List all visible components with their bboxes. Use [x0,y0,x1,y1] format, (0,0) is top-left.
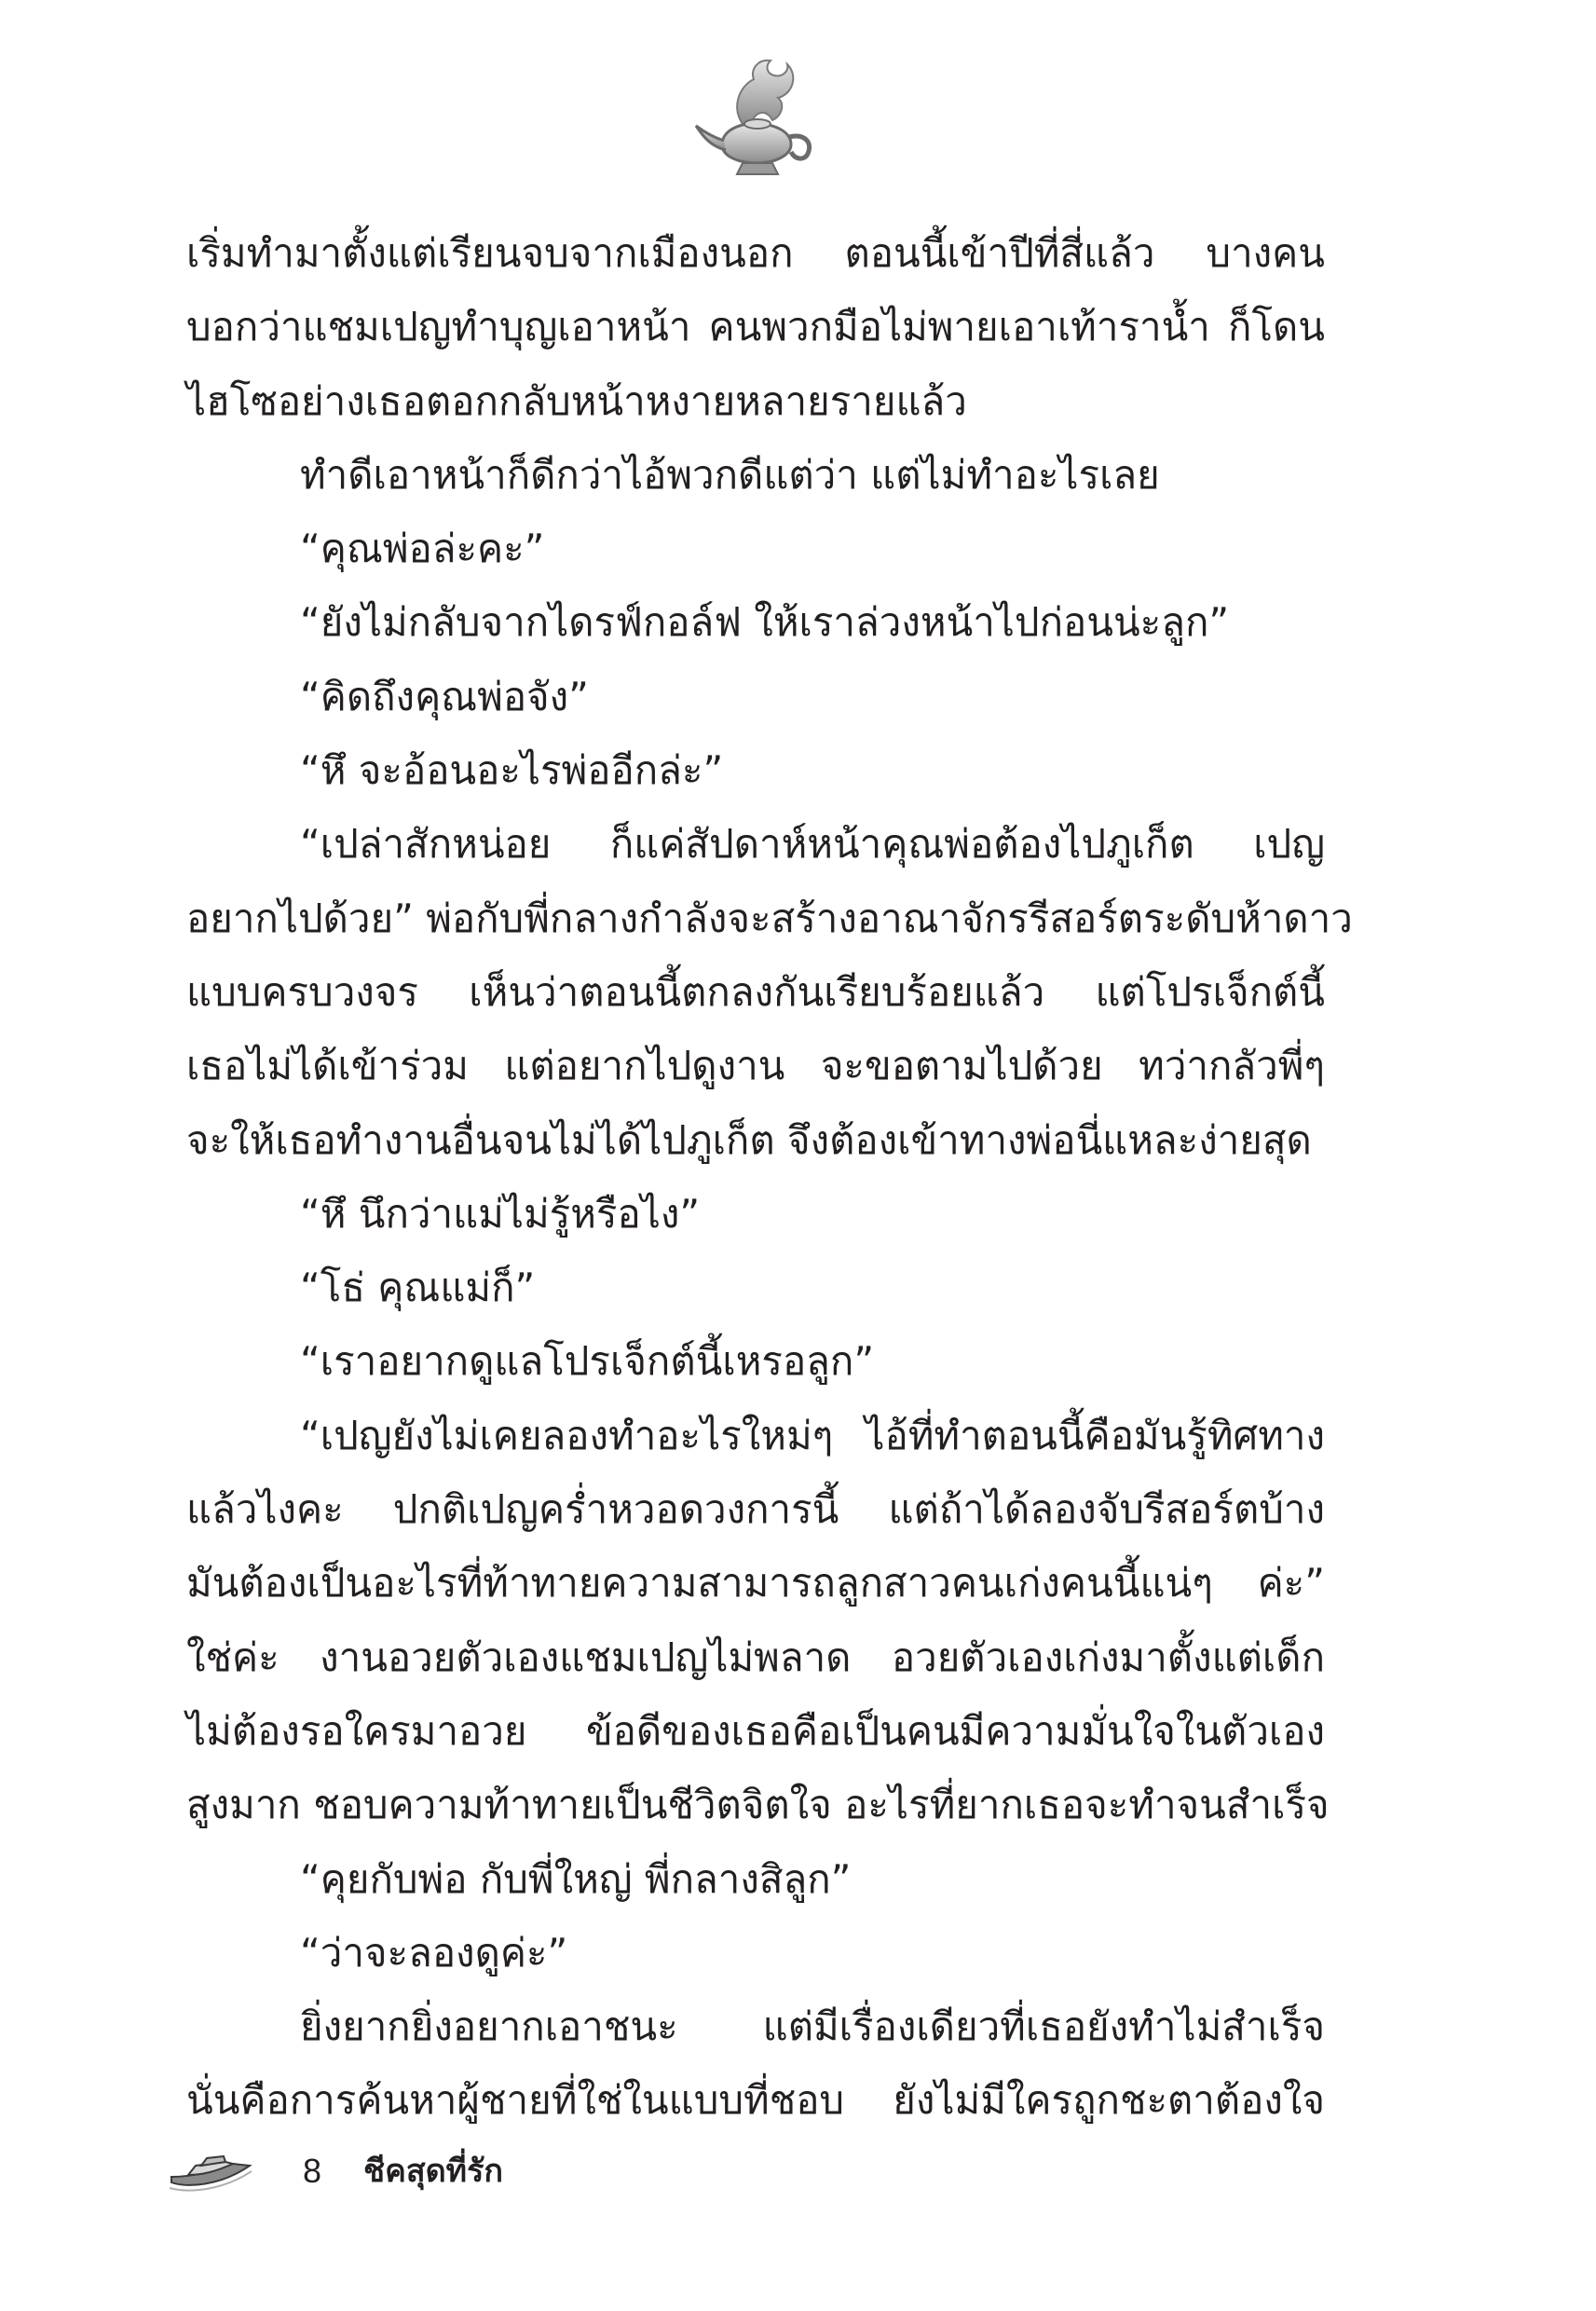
genie-lamp-icon [685,51,825,191]
dialogue-line: “หึ จะอ้อนอะไรพ่ออีกล่ะ” [300,747,724,794]
dialogue-line: “ว่าจะลองดูค่ะ” [300,1929,568,1976]
dialogue-line: “เราอยากดูแลโปรเจ็กต์นี้เหรอลูก” [300,1338,875,1385]
paragraph-line: ทำดีเอาหน้าก็ดีกว่าไอ้พวกดีแต่ว่า แต่ไม่ทำอะไรเลย [300,451,1160,498]
page-number: 8 [303,2152,322,2190]
dialogue-line: “คิดถึงคุณพ่อจัง” [300,673,589,719]
paragraph-line: “เปล่าสักหน่อย ก็แค่สัปดาห์หน้าคุณพ่อต้องไปภูเก็ต เปญ [300,821,1325,868]
paragraph-line: แบบครบวงจร เห็นว่าตอนนี้ตกลงกันเรียบร้อยแล้ว แต่โปรเจ็กต์นี้ [186,968,1325,1015]
page-footer [168,2143,727,2199]
dialogue-line: “หึ นึกว่าแม่ไม่รู้หรือไง” [300,1190,701,1237]
paragraph-line: ยิ่งยากยิ่งอยากเอาชนะ แต่มีเรื่องเดียวที่เธอยังทำไม่สำเร็จ [300,2003,1325,2050]
dialogue-line: “คุณพ่อล่ะคะ” [300,526,545,572]
paragraph-line: “เปญยังไม่เคยลองทำอะไรใหม่ๆ ไอ้ที่ทำตอนนี้คือมันรู้ทิศทาง [300,1412,1325,1458]
dialogue-line: “โธ่ คุณแม่ก็” [300,1265,536,1311]
body-text [186,216,1353,2138]
paragraph-line: แล้วไงคะ ปกติเปญคร่ำหวอดวงการนี้ แต่ถ้าได้ลองจับรีสอร์ตบ้าง [186,1486,1325,1533]
dialogue-line: “คุยกับพ่อ กับพี่ใหญ่ พี่กลางสิลูก” [300,1855,852,1902]
paragraph-line: เริ่มทำมาตั้งแต่เรียนจบจากเมืองนอก ตอนนี้เข้าปีที่สี่แล้ว บางคน [186,230,1325,276]
yacht-icon [168,2145,253,2195]
paragraph-line: มันต้องเป็นอะไรที่ท้าทายความสามารถลูกสาวคนเก่งคนนี้แน่ๆ ค่ะ” [186,1560,1325,1607]
paragraph-line: ใช่ค่ะ งานอวยตัวเองแชมเปญไม่พลาด อวยตัวเองเก่งมาตั้งแต่เด็ก [186,1634,1325,1680]
paragraph-line: เธอไม่ได้เข้าร่วม แต่อยากไปดูงาน จะขอตามไปด้วย ทว่ากลัวพี่ๆ [186,1043,1325,1089]
book-title: ชีคสุดที่รัก [363,2153,503,2190]
paragraph-line: ไฮโซอย่างเธอตอกกลับหน้าหงายหลายรายแล้ว [186,377,967,424]
dialogue-line: “ยังไม่กลับจากไดรฟ์กอล์ฟ ให้เราล่วงหน้าไปก่อนน่ะลูก” [300,599,1230,646]
paragraph-line: ไม่ต้องรอใครมาอวย ข้อดีของเธอคือเป็นคนมีความมั่นใจในตัวเอง [186,1707,1325,1754]
paragraph-line: บอกว่าแชมเปญทำบุญเอาหน้า คนพวกมือไม่พายเอาเท้ารานํ้า ก็โดน [186,304,1325,350]
paragraph-line: นั่นคือการค้นหาผู้ชายที่ใช่ในแบบที่ชอบ ยังไม่มีใครถูกชะตาต้องใจ [186,2077,1325,2124]
paragraph-line: จะให้เธอทำงานอื่นจนไม่ได้ไปภูเก็ต จึงต้องเข้าทางพ่อนี่แหละง่ายสุด [186,1116,1312,1163]
paragraph-line: อยากไปด้วย” พ่อกับพี่กลางกำลังจะสร้างอาณาจักรรีสอร์ตระดับห้าดาว [186,895,1353,941]
paragraph-line: สูงมาก ชอบความท้าทายเป็นชีวิตจิตใจ อะไรที่ยากเธอจะทำจนสำเร็จ [186,1782,1330,1828]
